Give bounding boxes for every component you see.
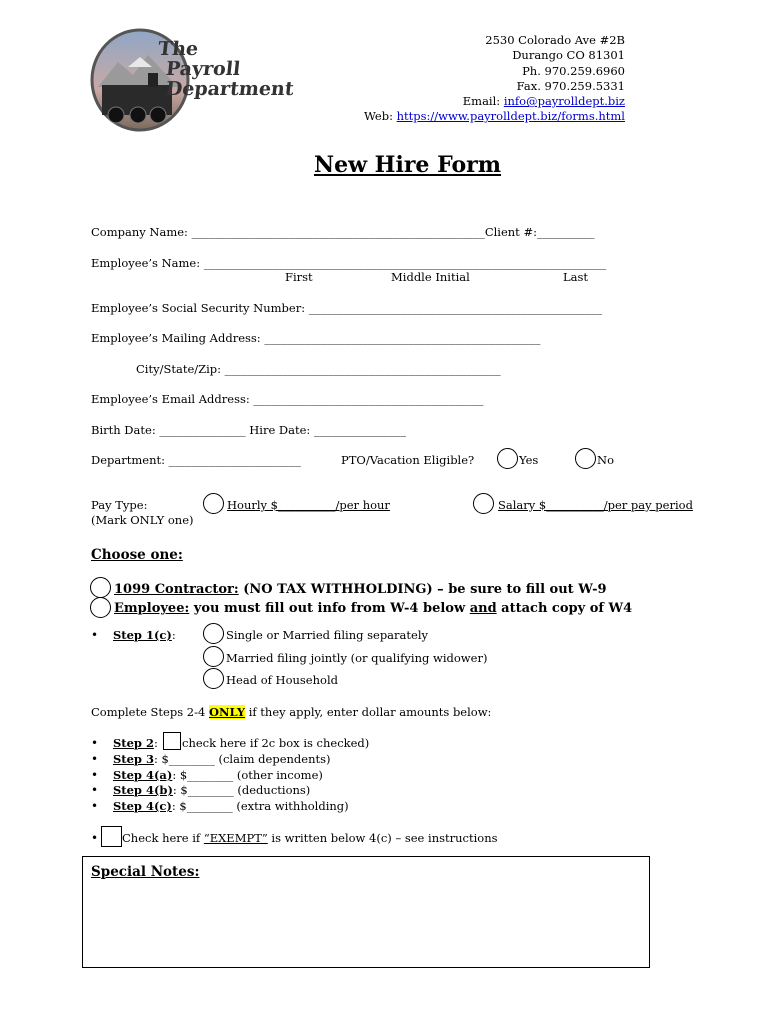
single-label: Single or Married filing separately	[226, 628, 428, 642]
step2-row	[113, 736, 158, 750]
step4c-row[interactable]	[113, 799, 349, 813]
step4a-text: : $________ (other income)	[172, 768, 323, 782]
bullet: •	[91, 628, 99, 642]
step4c-text: : $________ (extra withholding)	[171, 799, 349, 813]
steps-intro-pre: Complete Steps 2-4	[91, 705, 209, 719]
contractor-line	[114, 582, 607, 597]
step2-label: Step 2	[113, 736, 154, 750]
email-link[interactable]: info@payrolldept.biz	[503, 94, 625, 109]
email-label: Email:	[462, 94, 504, 109]
employee-email-field[interactable]: Employee’s Email Address: ________________________________________	[91, 392, 484, 406]
employee-name-field[interactable]: Employee’s Name: ______________________________________________________________________	[91, 256, 607, 270]
bullet: •	[91, 831, 99, 845]
step4a-label: Step 4(a)	[113, 768, 173, 782]
department-field[interactable]: Department: _______________________	[91, 453, 301, 467]
ssn-field[interactable]: Employee’s Social Security Number: ___________________________________________________	[91, 301, 602, 315]
address-line-2: Durango CO 81301	[512, 48, 625, 63]
pto-yes-label: Yes	[519, 453, 539, 467]
company-name-field[interactable]: Company Name: ___________________________________________________Client #:__________	[91, 225, 595, 239]
logo-text	[153, 39, 299, 99]
logo-line-3: Department	[164, 78, 295, 100]
employee-text-b: attach copy of W4	[496, 601, 633, 616]
hourly-radio[interactable]	[203, 493, 224, 514]
step1-label	[113, 628, 176, 642]
head-of-household-radio[interactable]	[203, 668, 224, 689]
mailing-address-field[interactable]: Employee’s Mailing Address: ________________________________________________	[91, 331, 541, 345]
email-line	[364, 94, 625, 109]
company-logo	[88, 27, 295, 133]
salary-radio[interactable]	[473, 493, 494, 514]
logo-line-1: The	[156, 38, 200, 60]
bullet: •	[91, 752, 99, 766]
step3-text: : $________ (claim dependents)	[153, 752, 331, 766]
step2-text: check here if 2c box is checked)	[182, 736, 370, 750]
hourly-label: Hourly $__________/per hour	[227, 498, 390, 512]
choose-one-heading: Choose one:	[91, 547, 183, 563]
employee-text-a: you must fill out info from W-4 below	[189, 601, 470, 616]
step2-checkbox[interactable]	[163, 732, 181, 750]
contractor-label: 1099 Contractor:	[114, 582, 239, 597]
bullet: •	[91, 736, 99, 750]
step3-row[interactable]	[113, 752, 331, 766]
name-first-label: First	[285, 270, 313, 284]
pto-label: PTO/Vacation Eligible?	[341, 453, 475, 467]
pto-no-radio[interactable]	[575, 448, 596, 469]
step1-colon: :	[171, 628, 176, 642]
web-label: Web:	[364, 109, 397, 124]
city-state-zip-field[interactable]: City/State/Zip: ________________________________________________	[136, 362, 501, 376]
only-highlight: ONLY	[208, 705, 246, 719]
special-notes-heading: Special Notes:	[91, 864, 200, 880]
name-last-label: Last	[563, 270, 589, 284]
pto-no-label: No	[597, 453, 614, 467]
web-line	[364, 109, 625, 124]
exempt-pre: Check here if	[122, 831, 204, 845]
exempt-checkbox[interactable]	[101, 826, 122, 847]
special-notes-box[interactable]	[82, 856, 650, 968]
step4b-text: : $________ (deductions)	[172, 783, 311, 797]
step3-label: Step 3	[113, 752, 154, 766]
exempt-post: is written below 4(c) – see instructions	[267, 831, 498, 845]
head-of-household-label: Head of Household	[226, 673, 338, 687]
contractor-text: (NO TAX WITHHOLDING) – be sure to fill out W-9	[238, 582, 607, 597]
logo-line-2: Payroll	[164, 58, 242, 80]
step4a-row[interactable]	[113, 768, 323, 782]
steps-intro	[91, 705, 491, 719]
married-jointly-label: Married filing jointly (or qualifying widower)	[226, 651, 488, 665]
pay-type-label: Pay Type:	[91, 498, 148, 512]
step4b-label: Step 4(b)	[113, 783, 173, 797]
bullet: •	[91, 783, 99, 797]
employee-radio[interactable]	[90, 597, 111, 618]
page-title: New Hire Form	[313, 152, 502, 178]
exempt-word: “EXEMPT”	[203, 831, 268, 845]
step1-label-text: Step 1(c)	[113, 628, 172, 642]
address-line-1: 2530 Colorado Ave #2B	[485, 33, 625, 47]
single-radio[interactable]	[203, 623, 224, 644]
employee-label: Employee:	[114, 601, 190, 616]
pto-yes-radio[interactable]	[497, 448, 518, 469]
salary-label: Salary $__________/per pay period	[498, 498, 693, 512]
steps-intro-post: if they apply, enter dollar amounts below:	[245, 705, 492, 719]
contact-block	[364, 33, 625, 125]
birth-hire-date-field[interactable]: Birth Date: _______________ Hire Date: ________________	[91, 423, 406, 437]
step2-colon: :	[153, 736, 158, 750]
name-middle-label: Middle Initial	[391, 270, 470, 284]
web-link[interactable]: https://www.payrolldept.biz/forms.html	[396, 109, 625, 124]
bullet: •	[91, 768, 99, 782]
step4c-label: Step 4(c)	[113, 799, 172, 813]
phone: Ph. 970.259.6960	[522, 63, 625, 78]
pay-type-note: (Mark ONLY one)	[91, 513, 194, 527]
married-jointly-radio[interactable]	[203, 646, 224, 667]
exempt-text	[122, 831, 498, 845]
fax: Fax. 970.259.5331	[516, 78, 625, 93]
bullet: •	[91, 799, 99, 813]
contractor-radio[interactable]	[90, 577, 111, 598]
step4b-row[interactable]	[113, 783, 310, 797]
employee-line	[114, 601, 632, 616]
employee-and: and	[469, 601, 497, 616]
